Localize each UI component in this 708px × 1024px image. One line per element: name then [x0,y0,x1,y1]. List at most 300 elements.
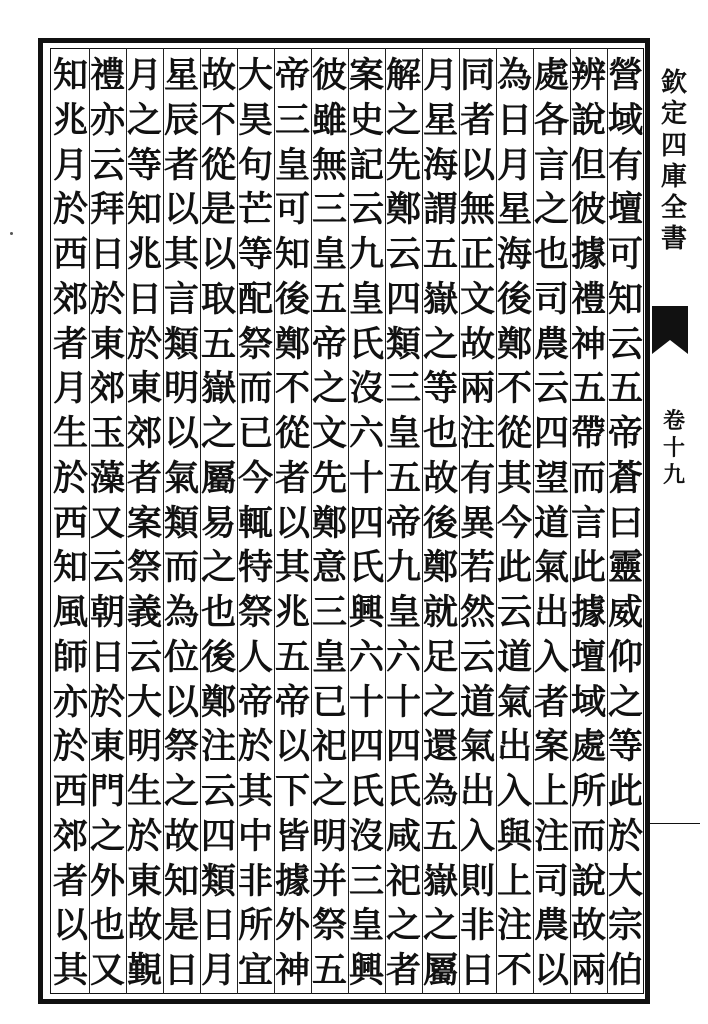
text-char: 是 [163,905,199,947]
text-char: 句 [237,144,273,186]
text-char: 星 [422,99,458,141]
text-char: 六 [348,413,384,454]
text-char: 以 [52,905,88,947]
text-char: 鄭 [311,502,347,544]
text-char: 說 [570,860,606,902]
text-char: 之 [311,368,347,410]
text-char: 而 [237,368,273,410]
text-char: 云 [607,323,643,365]
text-char: 東 [89,323,125,365]
text-char: 者 [459,99,495,141]
text-char: 云 [89,144,125,186]
text-char: 帝 [607,413,643,454]
text-char: 上 [496,860,532,902]
text-char: 帝 [311,323,347,365]
text-char: 於 [52,189,88,231]
text-char: 皇 [311,636,347,678]
text-char: 祭 [311,905,347,947]
text-char: 為 [496,55,532,96]
text-char: 類 [163,323,199,365]
text-char: 就 [422,592,458,633]
text-char: 宜 [237,950,273,991]
text-char: 辰 [163,99,199,141]
text-char: 大 [607,860,643,902]
text-char: 於 [89,278,125,320]
text-char: 四 [533,413,569,454]
text-char: 云 [348,189,384,231]
text-char: 日 [163,950,199,991]
juan-char: 卷 [662,408,685,434]
text-char: 其 [274,547,310,589]
text-char: 者 [274,457,310,499]
text-char: 月 [52,144,88,186]
text-char: 祭 [163,726,199,768]
text-char: 案 [348,55,384,96]
text-char: 也 [89,905,125,947]
text-char: 言 [533,144,569,186]
text-char: 下 [274,771,310,812]
text-char: 五 [200,323,236,365]
text-char: 五 [422,234,458,275]
text-char: 月 [496,144,532,186]
text-char: 但 [570,144,606,186]
text-char: 云 [533,368,569,410]
text-char: 之 [422,681,458,723]
text-char: 者 [52,860,88,902]
stray-ink-dot [10,232,13,235]
text-char: 嶽 [200,368,236,410]
text-char: 望 [533,457,569,499]
text-char: 月 [200,950,236,991]
text-char: 三 [311,592,347,633]
fishtail-mark-icon [650,300,690,360]
text-char: 生 [126,771,162,812]
text-char: 四 [385,726,421,768]
volume-number-margin [654,410,694,491]
text-char: 屬 [200,457,236,499]
text-char: 易 [200,502,236,544]
text-char: 於 [607,815,643,857]
text-char: 知 [52,547,88,589]
text-char: 中 [237,815,273,857]
text-char: 故 [126,905,162,947]
text-char: 而 [570,457,606,499]
text-char: 於 [89,681,125,723]
text-char: 星 [163,55,199,96]
text-char: 朝 [89,592,125,633]
text-char: 六 [348,636,384,678]
text-char: 以 [163,189,199,231]
text-char: 五 [311,278,347,320]
text-char: 四 [348,726,384,768]
book-title-margin [654,70,694,258]
text-char: 神 [570,323,606,365]
text-char: 注 [459,413,495,454]
text-char: 門 [89,771,125,812]
text-char: 祀 [311,726,347,768]
text-char: 祭 [237,592,273,633]
text-char: 位 [163,636,199,678]
text-char: 其 [496,457,532,499]
text-char: 域 [607,99,643,141]
text-char: 類 [163,502,199,544]
text-char: 為 [422,771,458,812]
text-char: 農 [533,323,569,365]
text-char: 從 [200,144,236,186]
text-char: 皇 [348,278,384,320]
text-char: 後 [422,502,458,544]
text-char: 類 [385,323,421,365]
text-char: 取 [200,278,236,320]
text-char: 郊 [126,413,162,454]
text-char: 於 [126,815,162,857]
text-char: 五 [311,950,347,991]
text-char: 五 [570,368,606,410]
text-char: 知 [163,860,199,902]
text-char: 皇 [385,592,421,633]
text-char: 同 [459,55,495,96]
text-char: 四 [348,502,384,544]
text-char: 無 [459,189,495,231]
text-char: 已 [237,413,273,454]
text-char: 故 [200,55,236,96]
margin-rule [650,823,700,824]
text-char: 亦 [89,99,125,141]
text-char: 配 [237,278,273,320]
text-char: 屬 [422,950,458,991]
text-char: 六 [385,636,421,678]
text-char: 皇 [311,234,347,275]
text-char: 郊 [89,368,125,410]
text-char: 於 [237,726,273,768]
text-char: 出 [496,726,532,768]
text-char: 之 [311,771,347,812]
text-char: 覲 [126,950,162,991]
text-char: 云 [200,771,236,812]
text-char: 十 [385,681,421,723]
text-char: 彼 [311,55,347,96]
text-char: 今 [496,502,532,544]
text-char: 兆 [274,592,310,633]
text-char: 云 [126,636,162,678]
text-char: 海 [422,144,458,186]
text-char: 文 [459,278,495,320]
text-char: 於 [126,323,162,365]
text-char: 藻 [89,457,125,499]
text-char: 非 [459,905,495,947]
text-char: 不 [200,99,236,141]
text-char: 興 [348,950,384,991]
text-char: 帝 [274,681,310,723]
text-char: 三 [311,189,347,231]
text-char: 嶽 [422,278,458,320]
text-char: 東 [126,860,162,902]
text-char: 氣 [496,681,532,723]
text-char: 以 [200,234,236,275]
text-char: 日 [459,950,495,991]
text-char: 九 [348,234,384,275]
text-char: 明 [126,726,162,768]
text-char: 之 [126,99,162,141]
text-char: 氣 [533,547,569,589]
text-char: 以 [533,950,569,991]
text-char: 者 [126,457,162,499]
text-char: 無 [311,144,347,186]
text-char: 以 [274,502,310,544]
text-char: 之 [607,681,643,723]
text-char: 鄭 [385,189,421,231]
text-char: 壇 [607,189,643,231]
text-char: 沒 [348,815,384,857]
text-char: 是 [200,189,236,231]
text-char: 出 [459,771,495,812]
text-char: 祭 [237,323,273,365]
text-char: 以 [459,144,495,186]
text-char: 處 [570,726,606,768]
text-char: 云 [496,592,532,633]
text-char: 大 [237,55,273,96]
text-char: 嶽 [422,860,458,902]
text-char: 於 [52,726,88,768]
text-char: 以 [163,681,199,723]
text-char: 文 [311,413,347,454]
text-char: 不 [496,950,532,991]
text-char: 道 [533,502,569,544]
text-char: 案 [126,502,162,544]
text-char: 等 [422,368,458,410]
text-char: 禮 [570,278,606,320]
text-char: 已 [311,681,347,723]
text-char: 今 [237,457,273,499]
text-char: 興 [348,592,384,633]
text-char: 之 [200,413,236,454]
text-char: 兆 [52,99,88,141]
text-char: 靈 [607,547,643,589]
text-char: 類 [200,860,236,902]
text-char: 之 [200,547,236,589]
text-char: 人 [237,636,273,678]
text-char: 兩 [459,368,495,410]
text-char: 東 [126,368,162,410]
margin-title-char: 定 [660,99,687,130]
text-char: 後 [274,278,310,320]
text-char: 入 [459,815,495,857]
text-char: 各 [533,99,569,141]
text-char: 從 [274,413,310,454]
text-char: 西 [52,502,88,544]
text-char: 明 [311,815,347,857]
text-char: 者 [533,681,569,723]
text-char: 祭 [126,547,162,589]
text-char: 言 [163,278,199,320]
text-char: 之 [385,905,421,947]
text-char: 輒 [237,502,273,544]
text-char: 於 [52,457,88,499]
text-char: 五 [607,368,643,410]
text-char: 入 [496,771,532,812]
text-char: 義 [126,592,162,633]
text-char: 又 [89,502,125,544]
text-char: 郊 [52,278,88,320]
text-char: 司 [533,278,569,320]
text-char: 異 [459,502,495,544]
margin-title-char: 欽 [660,68,687,98]
text-char: 司 [533,860,569,902]
text-char: 云 [89,547,125,589]
text-char: 也 [422,413,458,454]
text-char: 月 [126,55,162,96]
text-char: 星 [496,189,532,231]
text-char: 三 [274,99,310,141]
text-char: 知 [607,278,643,320]
text-char: 若 [459,547,495,589]
text-char: 芒 [237,189,273,231]
text-char: 注 [533,815,569,857]
text-char: 外 [274,905,310,947]
text-char: 謂 [422,189,458,231]
text-char: 而 [570,815,606,857]
text-char: 日 [496,99,532,141]
text-char: 有 [607,144,643,186]
text-char: 記 [348,144,384,186]
text-char: 大 [126,681,162,723]
text-char: 昊 [237,99,273,141]
text-char: 也 [200,592,236,633]
text-char: 從 [496,413,532,454]
text-char: 故 [570,905,606,947]
text-char: 咸 [385,815,421,857]
text-char: 玉 [89,413,125,454]
text-char: 神 [274,950,310,991]
text-char: 意 [311,547,347,589]
text-char: 兩 [570,950,606,991]
text-char: 氏 [348,323,384,365]
text-char: 宗 [607,905,643,947]
text-char: 郊 [52,815,88,857]
text-char: 然 [459,592,495,633]
text-char: 據 [274,860,310,902]
text-char: 所 [237,905,273,947]
text-char: 皆 [274,815,310,857]
margin-title-char: 四 [660,130,687,161]
text-char: 氏 [385,771,421,812]
text-char: 帶 [570,413,606,454]
text-char: 之 [385,99,421,141]
text-char: 威 [607,592,643,633]
text-char: 不 [274,368,310,410]
text-char: 三 [385,368,421,410]
text-char: 祀 [385,860,421,902]
text-char: 皇 [274,144,310,186]
text-char: 十 [348,457,384,499]
text-char: 知 [274,234,310,275]
text-char: 其 [163,234,199,275]
text-char: 又 [89,950,125,991]
text-char: 十 [348,681,384,723]
text-char: 處 [533,55,569,96]
text-char: 伯 [607,950,643,991]
text-char: 九 [385,547,421,589]
text-char: 生 [52,413,88,454]
text-char: 案 [533,726,569,768]
text-char: 者 [52,323,88,365]
text-char: 特 [237,547,273,589]
text-char: 據 [570,592,606,633]
text-char: 而 [163,547,199,589]
text-char: 營 [607,55,643,96]
text-char: 云 [385,234,421,275]
text-char: 五 [274,636,310,678]
text-char: 東 [89,726,125,768]
text-char: 亦 [52,681,88,723]
text-char: 雖 [311,99,347,141]
text-char: 日 [200,905,236,947]
text-char: 鄭 [496,323,532,365]
text-char: 以 [274,726,310,768]
margin-title-char: 書 [660,224,687,255]
text-char: 先 [311,457,347,499]
text-char: 上 [533,771,569,812]
text-char: 故 [422,457,458,499]
text-char: 月 [422,55,458,96]
text-char: 故 [163,815,199,857]
text-char: 沒 [348,368,384,410]
text-char: 言 [570,502,606,544]
text-char: 氏 [348,547,384,589]
text-char: 也 [533,234,569,275]
text-char: 注 [200,726,236,768]
text-char: 彼 [570,189,606,231]
text-char: 還 [422,726,458,768]
text-char: 帝 [274,55,310,96]
text-char: 皇 [348,905,384,947]
text-char: 五 [422,815,458,857]
text-char: 西 [52,771,88,812]
text-char: 鄭 [274,323,310,365]
text-char: 氣 [459,726,495,768]
text-char: 皇 [385,413,421,454]
text-char: 之 [533,189,569,231]
text-char: 鄭 [200,681,236,723]
text-char: 帝 [237,681,273,723]
text-char: 等 [126,144,162,186]
text-char: 注 [496,905,532,947]
text-char: 其 [52,950,88,991]
text-char: 史 [348,99,384,141]
text-char: 先 [385,144,421,186]
text-char: 氏 [348,771,384,812]
text-char: 知 [52,55,88,96]
text-char: 外 [89,860,125,902]
text-char: 出 [533,592,569,633]
text-char: 兆 [126,234,162,275]
text-column [44,55,98,991]
text-char: 辨 [570,55,606,96]
text-char: 蒼 [607,457,643,499]
text-char: 鄭 [422,547,458,589]
text-char: 不 [496,368,532,410]
text-char: 禮 [89,55,125,96]
text-char: 五 [385,457,421,499]
text-char: 日 [126,278,162,320]
text-char: 說 [570,99,606,141]
text-char: 之 [422,905,458,947]
text-char: 日 [89,234,125,275]
text-char: 仰 [607,636,643,678]
text-char: 之 [89,815,125,857]
text-char: 足 [422,636,458,678]
text-char: 所 [570,771,606,812]
